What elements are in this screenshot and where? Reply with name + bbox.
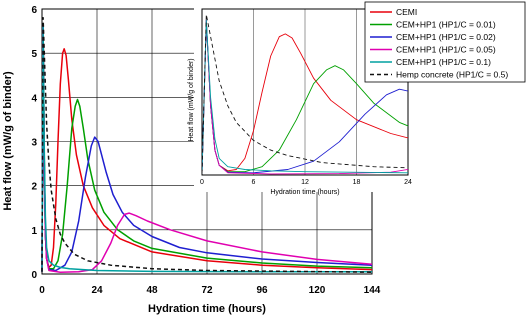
main-x-axis-title: Hydration time (hours) [148,303,266,315]
main-x-tick-label: 24 [91,285,103,296]
main-x-tick-label: 120 [308,285,326,296]
legend [365,2,525,82]
main-y-tick-label: 3 [31,137,37,149]
main-x-tick-label: 144 [363,285,381,296]
legend-label: Hemp concrete (HP1/C = 0.5) [396,69,509,80]
main-x-tick-label: 96 [256,285,268,296]
main-y-tick-label: 5 [31,49,37,61]
legend-label: CEM+HP1 (HP1/C = 0.05) [396,44,496,55]
main-y-tick-label: 6 [31,5,37,16]
main-y-tick-labels [31,5,37,281]
inset-x-axis-title: Hydration time (hours) [270,189,340,196]
legend-label: CEM+HP1 (HP1/C = 0.02) [396,32,496,42]
main-y-axis-title: Heat flow (mW/g of binder) [2,71,14,211]
inset-y-axis-title: Heat flow (mW/g of binder) [188,58,195,142]
main-x-tick-label: 48 [146,285,158,296]
inset-x-tick-label: 18 [352,179,361,186]
legend-label: CEMI [396,7,418,17]
main-x-tick-label: 72 [201,285,213,296]
inset-x-tick-label: 0 [200,179,204,186]
main-y-tick-label: 4 [31,93,37,105]
inset-x-tick-label: 12 [301,179,309,186]
main-y-tick-label: 1 [31,225,37,237]
main-x-tick-labels [39,285,381,296]
inset-x-tick-label: 24 [404,179,412,186]
main-x-tick-label: 0 [39,285,45,296]
inset-x-tick-label: 6 [251,179,256,186]
main-y-tick-label: 0 [31,270,37,281]
legend-label: CEM+HP1 (HP1/C = 0.1) [396,57,491,67]
main-y-tick-label: 2 [31,181,37,193]
legend-label: CEM+HP1 (HP1/C = 0.01) [396,19,496,30]
